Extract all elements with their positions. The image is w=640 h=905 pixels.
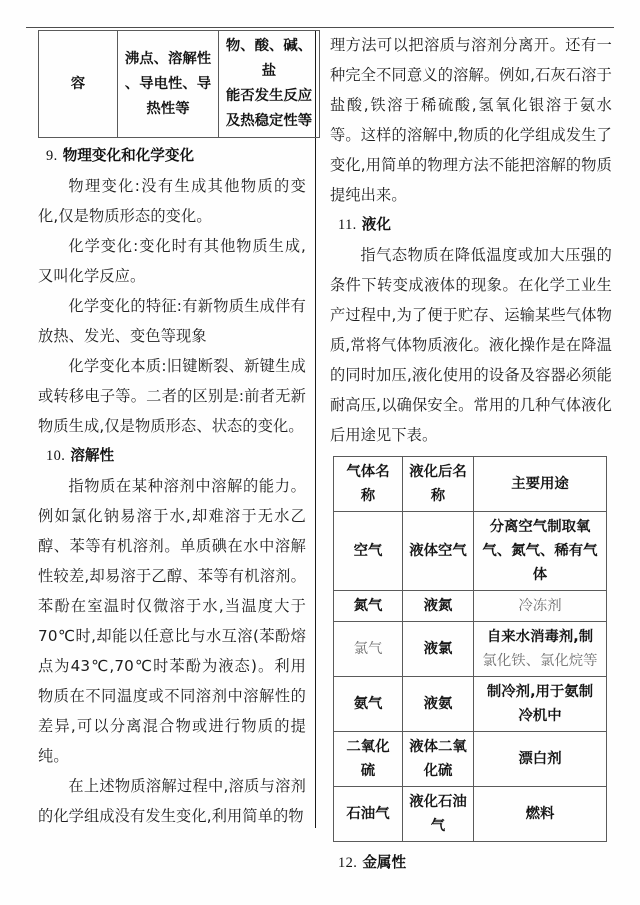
page-top-rule — [26, 27, 614, 28]
cell-uses — [474, 787, 607, 842]
cell-line: 硫 — [360, 763, 376, 779]
cell-line: 能否发生反应 — [225, 88, 313, 104]
cell-line: 液体二氧 — [409, 739, 467, 755]
section-number: 10. — [46, 448, 66, 464]
section-heading-11 — [330, 210, 612, 240]
cell-gas-name — [334, 787, 403, 842]
cell-uses — [474, 677, 607, 732]
paragraph-solubility: 指物质在某种溶剂中溶解的能力。例如氯化钠易溶于水,却难溶于无水乙醇、苯等有机溶剂。单质碘在水中溶解性较差,却易溶于乙醇、苯等有机溶剂。苯酚在室温时仅微溶于水,当温度大于70℃时,却能以任意比与水互溶(苯酚熔点为43℃,70℃时苯酚为液态)。利用物质在不同温度或不同溶剂中溶解性的差异,可以分离混合物或进行物质的提纯。 — [38, 477, 306, 765]
paragraph-solubility-continued: 在上述物质溶解过程中,溶质与溶剂的化学组成没有发生变化,利用简单的物 — [38, 777, 306, 825]
section-heading-12 — [330, 848, 612, 878]
cell-line: 体 — [532, 567, 548, 583]
cell-line: 化硫 — [423, 763, 453, 779]
cell-gas-name: 氨气 — [334, 677, 403, 732]
cell-line: 冷冻剂 — [518, 598, 562, 614]
cell-line: 二氧化 — [346, 739, 390, 755]
paragraph-physical-change: 物理变化:没有生成其他物质的变化,仅是物质形态的变化。 — [38, 177, 306, 225]
cell-line: 氯化铁、氯化烷等 — [482, 653, 598, 669]
cell-uses — [474, 591, 607, 622]
header-line: 液化后名 — [409, 464, 467, 480]
cell-liquid-name: 液氯 — [403, 622, 474, 677]
section-number: 9. — [46, 148, 58, 164]
cell-line: 液化石油 — [409, 794, 467, 810]
header-line: 主要用途 — [511, 476, 569, 492]
cell-line: 及热稳定性等 — [225, 113, 313, 129]
paragraph-dissolution-continued: 理方法可以把溶质与溶剂分离开。还有一种完全不同意义的溶解。例如,石灰石溶于盐酸,铁溶于稀硫酸,氢氧化银溶于氨水等。这样的溶解中,物质的化学组成发生了变化,用简单的物理方法不能把溶解的物质提纯出来。 — [330, 36, 612, 204]
paragraph-liquefaction: 指气态物质在降低温度或加大压强的条件下转变成液体的现象。在化学工业生产过程中,为了便于贮存、运输某些气体物质,常将气体物质液化。液化操作是在降温的同时加压,液化使用的设备及容器必须能耐高压,以确保安全。常用的几种气体液化后用途见下表。 — [330, 246, 612, 444]
cell-category: 容 — [39, 31, 118, 138]
right-column — [330, 30, 612, 878]
header-gas-name — [334, 457, 403, 512]
cell-uses — [474, 512, 607, 591]
header-line: 气体名 — [346, 464, 390, 480]
cell-line: 物、酸、碱、盐 — [225, 38, 313, 79]
cell-line: 冷机中 — [518, 708, 562, 724]
cell-line: 气、氮气、稀有气 — [482, 543, 598, 559]
cell-liquid-name: 液氮 — [403, 591, 474, 622]
table-row — [334, 787, 607, 842]
cell-line: 气 — [430, 818, 446, 834]
section-heading-9 — [38, 141, 306, 171]
header-line: 称 — [430, 488, 446, 504]
cell-liquid-name — [403, 732, 474, 787]
cell-liquid-name: 液氨 — [403, 677, 474, 732]
table-row — [334, 591, 607, 622]
cell-line: 燃料 — [525, 806, 555, 822]
cell-chemical-properties — [219, 31, 320, 138]
header-liquid-name — [403, 457, 474, 512]
cell-liquid-name: 液体空气 — [403, 512, 474, 591]
table-row — [334, 512, 607, 591]
table-row — [334, 622, 607, 677]
table-row — [334, 732, 607, 787]
column-divider-rule — [315, 30, 316, 828]
cell-line: 热性等 — [146, 100, 190, 117]
properties-table-partial — [38, 30, 320, 138]
table-row — [39, 31, 320, 138]
cell-uses — [474, 622, 607, 677]
cell-uses — [474, 732, 607, 787]
section-title: 溶解性 — [70, 447, 115, 464]
cell-gas-name: 空气 — [334, 512, 403, 591]
gas-liquefaction-table — [333, 456, 607, 842]
paragraph-chemical-change: 化学变化:变化时有其他物质生成,又叫化学反应。 — [38, 237, 306, 285]
section-title: 金属性 — [362, 854, 407, 871]
cell-line: 漂白剂 — [518, 751, 562, 767]
section-heading-10 — [38, 441, 306, 471]
paragraph-chemical-change-essence: 化学变化本质:旧键断裂、新键生成或转移电子等。二者的区别是:前者无新物质生成,仅是物质形态、状态的变化。 — [38, 357, 306, 435]
cell-gas-name: 氯气 — [334, 622, 403, 677]
cell-line: 石油气 — [346, 806, 390, 822]
cell-line: 沸点、溶解性 — [124, 50, 212, 67]
cell-line: 分离空气制取氧 — [489, 519, 591, 535]
table-header-row — [334, 457, 607, 512]
cell-gas-name — [334, 732, 403, 787]
left-column — [38, 30, 313, 831]
cell-physical-properties — [118, 31, 219, 138]
cell-line: 自来水消毒剂,制 — [486, 629, 594, 645]
header-line: 称 — [360, 488, 376, 504]
cell-line: 、导电性、导 — [124, 75, 212, 92]
section-title: 物理变化和化学变化 — [62, 147, 195, 164]
header-main-uses — [474, 457, 607, 512]
section-number: 11. — [338, 217, 357, 233]
section-title: 液化 — [361, 216, 391, 233]
paragraph-chemical-change-features: 化学变化的特征:有新物质生成伴有放热、发光、变色等现象 — [38, 297, 306, 345]
cell-line: 制冷剂,用于氨制 — [486, 684, 594, 700]
section-number: 12. — [338, 855, 358, 871]
cell-gas-name: 氮气 — [334, 591, 403, 622]
table-row — [334, 677, 607, 732]
cell-liquid-name — [403, 787, 474, 842]
